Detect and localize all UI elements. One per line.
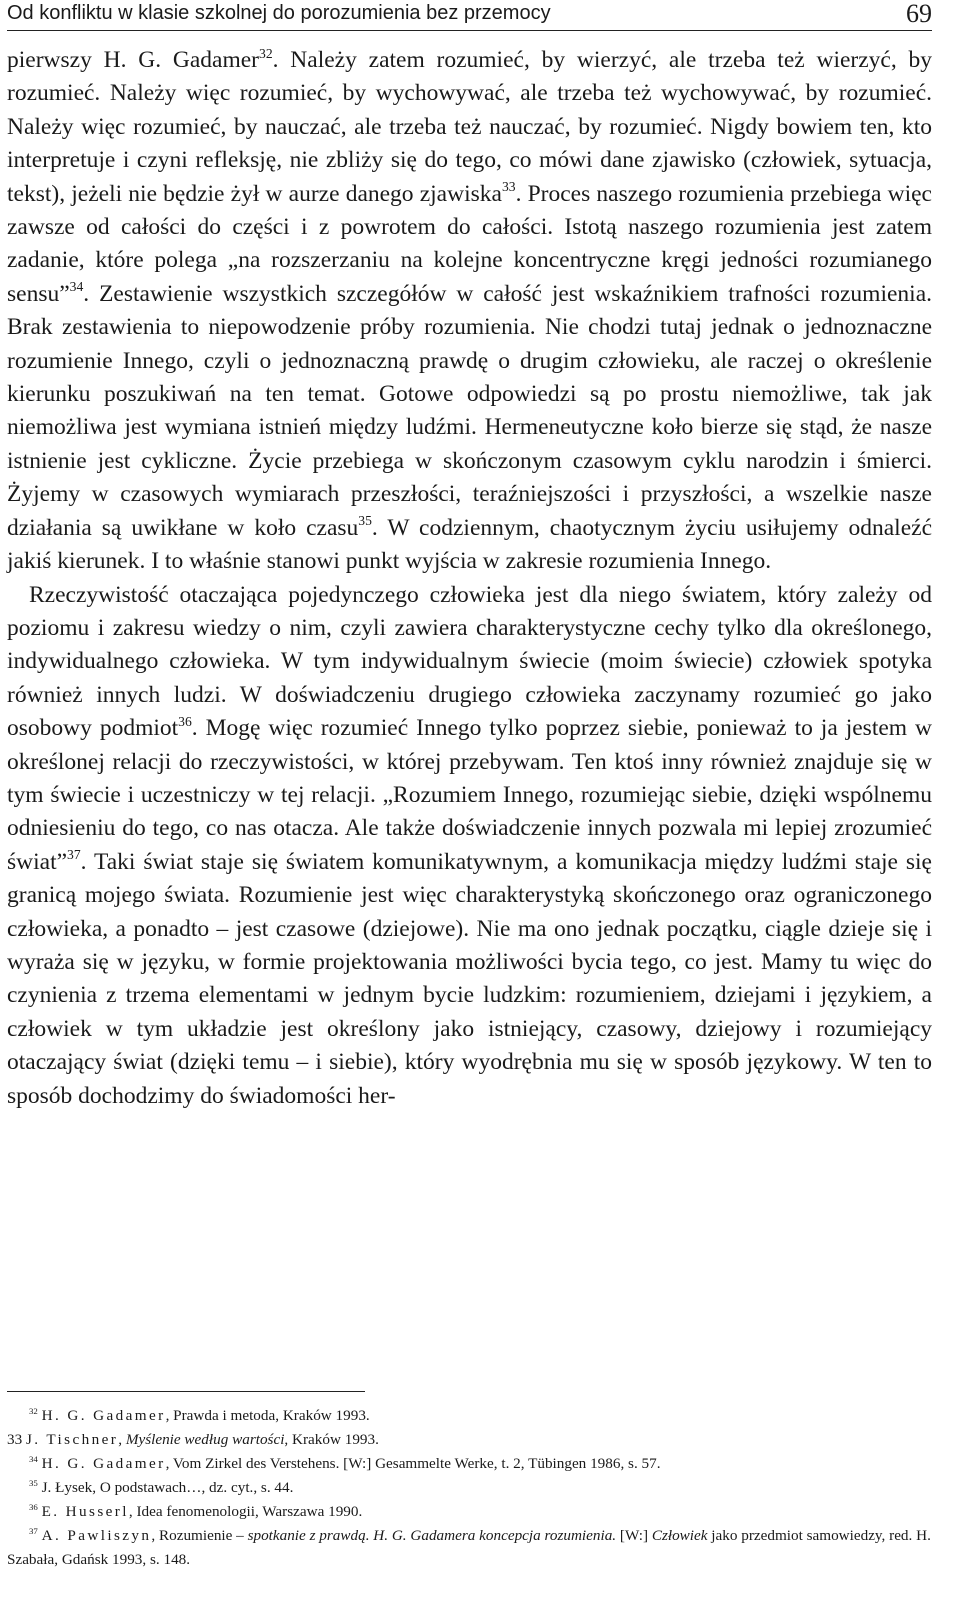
body-text <box>7 44 932 1113</box>
text-run: pierwszy H. G. Gadamer <box>7 47 260 73</box>
footnote-32 <box>7 1404 932 1428</box>
footnote-text: jako przedmiot samowiedzy, red. H. Szabała, Gdańsk 1993, s. 148. <box>7 1527 931 1568</box>
text-run: . Zestawienie wszystkich szczegółów w całość jest wskaźnikiem trafności rozumienia. Brak zestawienia to niepowodzenie próby rozumienia. Nie chodzi tutaj jednak o jednoznaczne rozumienie Innego, czyli o jednoznaczną prawdę o drugim człowieku, ale raczej o określenie kierunku poszukiwań na ten temat. Gotowe odpowiedzi są po prostu niemożliwe, tak jak niemożliwa jest wymiana istnień między ludźmi. Hermeneutyczne koło bierze się stąd, że nasze istnienie jest cykliczne. Życie przebiega w skończonym czasowym cyklu narodzin i śmierci. Żyjemy w czasowych wymiarach przeszłości, teraźniejszości i przyszłości, a wszelkie nasze działania są uwikłane w koło czasu <box>7 280 932 541</box>
text-run: Rzeczywistość otaczająca pojedynczego człowieka jest dla niego światem, który zależy od poziomu i zakresu wiedzy o nim, czyli zawiera charakterystyczne cechy tylko dla określonego, indywidualnego człowieka. W tym indywidualnym świecie (moim świecie) człowiek spotyka również innych ludzi. W doświadczeniu drugiego człowieka zaczynamy rozumieć go jako osobowy podmiot <box>7 581 932 742</box>
page-number: 69 <box>906 0 932 28</box>
footnotes <box>7 1404 932 1572</box>
footnote-author: A. Pawliszyn <box>41 1527 152 1544</box>
footnote-number: 34 <box>29 1453 38 1464</box>
footnote-ref-37[interactable]: 37 <box>67 847 81 863</box>
footnote-ref-33[interactable]: 33 <box>501 179 516 195</box>
footnote-36 <box>7 1500 932 1524</box>
footnote-author: H. G. Gadamer <box>41 1455 166 1472</box>
footnote-34 <box>7 1452 932 1476</box>
footnote-ref-34[interactable]: 34 <box>69 279 84 295</box>
footnote-author: J. Tischner <box>25 1431 119 1448</box>
footnote-35 <box>7 1476 932 1500</box>
footnote-ref-35[interactable]: 35 <box>358 513 372 529</box>
text-run: . Taki świat staje się światem komunikatywnym, a komunikacja między ludźmi staje się granicą mojego świata. Rozumienie jest więc charakterystyką skończonego oraz ograniczonego człowieka, a ponadto – jest czasowe (dziejowe). Nie ma ono jednak początku, ciągle dzieje się i wyraża się w języku, w formie projektowania możliwości bycia tego, co jest. Mamy tu więc do czynienia z trzema elementami w jednym bycie ludzkim: rozumieniem, dziejami i językiem, a człowiek w tym układzie jest określony jako istniejący, czasowy, dziejowy i rozumiejący otaczający świat (dzięki temu – i siebie), który wyodrębnia mu się w sposób językowy. W ten to sposób dochodzimy do świadomości her- <box>7 848 932 1109</box>
footnote-number: 37 <box>29 1525 38 1536</box>
running-title: Od konfliktu w klasie szkolnej do porozumienia bez przemocy <box>7 2 551 24</box>
footnote-text: , Idea fenomenologii, Warszawa 1990. <box>128 1503 363 1520</box>
footnote-number: 36 <box>29 1501 38 1512</box>
footnote-author: E. Husserl <box>41 1503 129 1520</box>
footnote-author: H. G. Gadamer <box>41 1407 166 1424</box>
text-run: . Należy zatem rozumieć, by wierzyć, ale trzeba też wierzyć, by rozumieć. Należy więc rozumieć, by wychowywać, ale trzeba też wychowywać, by rozumieć. Należy więc rozumieć, by nauczać, ale trzeba też nauczać, by rozumieć. Nigdy bowiem ten, kto interpretuje i czyni refleksję, nie zbliży się do tego, co mówi dane zjawisko (człowiek, sytuacja, tekst), jeżeli nie będzie żył w aurze danego zjawiska <box>7 47 933 207</box>
text-run: . Proces naszego rozumienia przebiega więc zawsze od całości do części i z powrotem do całości. Istotą naszego rozumienia jest zatem zadanie, które polega „na rozszerzaniu na kolejne koncentryczne kręgi jedności rozumianego sensu” <box>7 180 932 307</box>
footnote-number: 33 <box>7 1431 23 1448</box>
footnote-ref-36[interactable]: 36 <box>178 713 192 729</box>
text-run: . Mogę więc rozumieć Innego tylko poprzez siebie, ponieważ to ja jestem w określonej relacji do rzeczywistości, w której przebywam. Ten ktoś inny również znajduje się w tym świecie i uczestniczy w tej relacji. „Rozumiem Innego, rozumiejąc siebie, dzięki wspólnemu odniesieniu do tego, co nas otacza. Ale także doświadczenie innych pozwala mi lepiej zrozumieć świat” <box>7 715 932 875</box>
footnote-number: 35 <box>29 1477 38 1488</box>
footnote-text: , Rozumienie – <box>151 1527 248 1544</box>
footnote-text: , Kraków 1993. <box>284 1431 379 1448</box>
footnote-number: 32 <box>29 1405 38 1416</box>
text-run: . W codziennym, chaotycznym życiu usiłujemy odnaleźć jakiś kierunek. I to właśnie stanowi punkt wyjścia w zakresie rozumienia Innego. <box>7 514 933 575</box>
footnote-title: Człowiek <box>651 1527 708 1544</box>
footnote-text: , Vom Zirkel des Verstehens. [W:] Gesammelte Werke, t. 2, Tübingen 1986, s. 57. <box>165 1455 661 1472</box>
footnote-37 <box>7 1524 932 1572</box>
footnote-33: 33 J. Tischner, Myślenie według wartości, Kraków 1993. <box>7 1431 379 1448</box>
footnote-title: Myślenie według wartości <box>125 1431 285 1448</box>
paragraph-2 <box>7 579 932 1114</box>
footnote-author: J. Łysek <box>41 1479 93 1496</box>
running-header <box>7 0 932 31</box>
footnote-ref-32[interactable]: 32 <box>259 45 273 61</box>
footnote-text: [W:] <box>616 1527 652 1544</box>
footnote-text: , Prawda i metoda, Kraków 1993. <box>165 1407 370 1424</box>
footnote-title: spotkanie z prawdą. H. G. Gadamera koncepcja rozumienia. <box>247 1527 617 1544</box>
paragraph-1 <box>7 44 932 579</box>
footnote-text: , O podstawach…, dz. cyt., s. 44. <box>92 1479 294 1496</box>
footnote-separator <box>7 1391 365 1392</box>
